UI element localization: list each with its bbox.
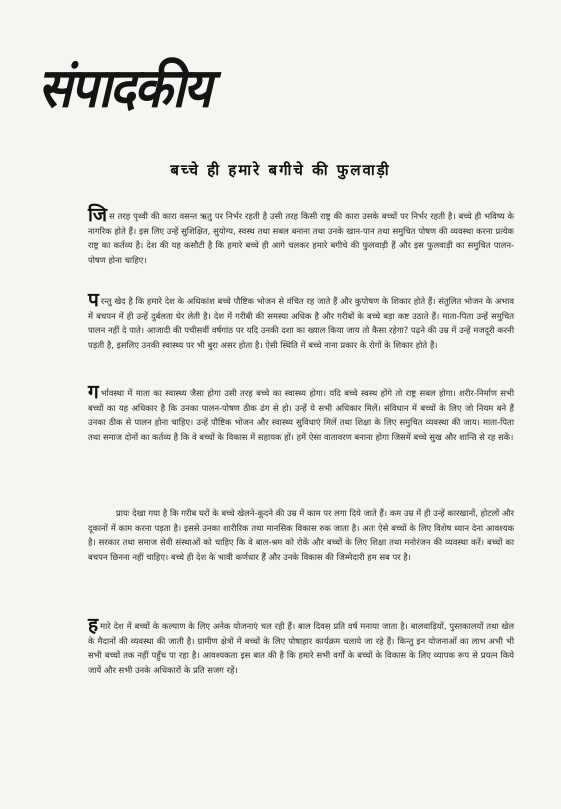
paragraph-text: प्रायः देखा गया है कि गरीब घरों के बच्चे खेलने-कूदने की उम्र में काम पर लगा दिये जाते हैं। कम उम्र में ही उन्हें कारखानों, होटलों और दूकानों में काम करना पड़ता है। इससे उनका शारीरिक तथा मानसिक विकास रुक जाता है। अतः ऐसे बच्चों के लिए विशेष ध्यान देना आवश्यक है। सरकार तथा समाज सेवी संस्थाओं को चाहिए कि वे बाल-श्रम को रोकें और बच्चों के लिए शिक्षा तथा मनोरंजन की व्यवस्था करें। बच्चों का बचपन छिनना नहीं चाहिए। बच्चे ही देश के भावी कर्णधार हैं और उनके विकास की जिम्मेदारी हम सब पर है। xyxy=(88,508,514,562)
editorial-paragraph-1 xyxy=(88,204,514,267)
editorial-paragraph-3 xyxy=(88,381,514,444)
drop-cap: ह xyxy=(88,614,99,636)
paragraph-text: स तरह पृथ्वी की कारा वसन्त ऋतु पर निर्भर रहती है उसी तरह किसी राष्ट्र की कारा उसके बच्चों पर निर्भर रहती है। बच्चे ही भविष्य के नागरिक होते हैं। इस लिए उन्हें सुशिक्षित, सुयोग्य, स्वस्थ तथा सबल बनाना तथा उनके खान-पान तथा समुचित पोषण की व्यवस्था करना प्रत्येक राष्ट्र का कर्तव्य है। देश की यह कसौटी है कि हमारे बच्चे ही आगे चलकर हमारे बगीचे की फुलवाड़ी हैं और इस फुलवाड़ी का समुचित पालन-पोषण होना चाहिए। xyxy=(88,211,514,265)
paragraph-text: र्भावस्था में माता का स्वास्थ्य जैसा होगा उसी तरह बच्चे का स्वास्थ्य होगा। यदि बच्चे स्वस्थ होंगे तो राष्ट्र सबल होगा। शरीर-निर्माण सभी बच्चों का यह अधिकार है कि उनका पालन-पोषण ठीक ढंग से हो। उन्हें ये सभी अधिकार मिलें। संविधान में बच्चों के लिए जो नियम बने हैं उनका ठीक से पालन होना चाहिए। उन्हें पौष्टिक भोजन और स्वास्थ्य सुविधाएं मिलें तथा शिक्षा के लिए समुचित व्यवस्था की जाय। माता-पिता तथा समाज दोनों का कर्तव्य है कि वे बच्चों के विकास में सहायक हों। हमें ऐसा वातावरण बनाना होगा जिसमें बच्चे सुख और शान्ति से रह सकें। xyxy=(88,388,514,442)
paragraph-text: मारे देश में बच्चों के कल्याण के लिए अनेक योजनाएं चल रही हैं। बाल दिवस प्रति वर्ष मनाया जाता है। बालवाड़ियों, पुस्तकालयों तथा खेल के मैदानों की व्यवस्था की जाती है। ग्रामीण क्षेत्रों में बच्चों के लिए पोषाहार कार्यक्रम चलाये जा रहे हैं। किन्तु इन योजनाओं का लाभ अभी भी सभी बच्चों तक नहीं पहुँच पा रहा है। आवश्यकता इस बात की है कि हमारे सभी वर्गों के बच्चों के विकास के लिए व्यापक रूप से प्रयत्न किये जायें और सभी उनके अधिकारों के प्रति सजग रहें। xyxy=(88,621,514,675)
editorial-paragraph-2 xyxy=(88,289,514,352)
drop-cap: प xyxy=(88,289,99,311)
editorial-headline: बच्चे ही हमारे बगीचे की फुलवाड़ी xyxy=(170,161,391,179)
drop-cap: ग xyxy=(88,381,99,403)
paragraph-text: रन्तु खेद है कि हमारे देश के अधिकांश बच्चे पौष्टिक भोजन से वंचित रह जाते हैं और कुपोषण के शिकार होते हैं। संतुलित भोजन के अभाव में बचपन में ही उन्हें दुर्बलता घेर लेती है। देश में गरीबी की समस्या अधिक है और गरीबों के बच्चे बड़ा कष्ट उठाते हैं। माता-पिता उन्हें समुचित पालन नहीं दे पाते। आजादी की पचीसवीं वर्षगांठ पर यदि उनकी दशा का ख्याल किया जाय तो कैसा रहेगा? पढ़ने की उम्र में उन्हें मजदूरी करनी पड़ती है, इसलिए उनकी स्वास्थ्य पर भी बुरा असर होता है। ऐसी स्थिति में बच्चे नाना प्रकार के रोगों के शिकार होते हैं। xyxy=(88,296,514,350)
editorial-paragraph-5 xyxy=(88,614,514,677)
drop-cap: जि xyxy=(88,204,108,226)
editorial-paragraph-4 xyxy=(88,506,514,564)
masthead-title: संपादकीय xyxy=(38,55,211,120)
